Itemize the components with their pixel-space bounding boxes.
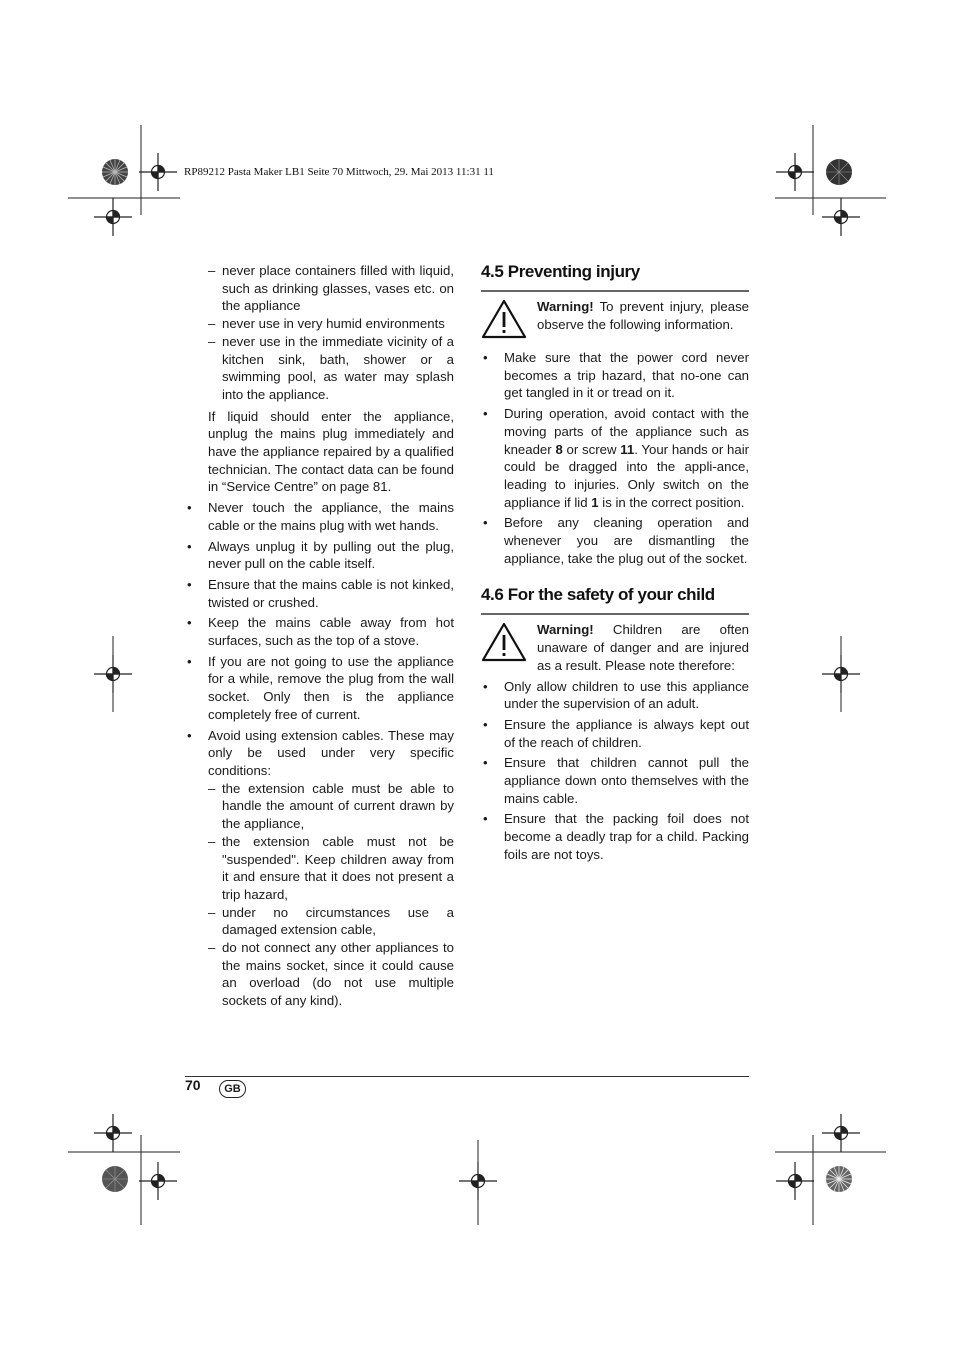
list-item: – never use in the immediate vicinity of a kitchen sink, bath, shower or a swimming pool, as water may splash into the appliance. <box>208 333 454 404</box>
warning-text: To prevent injury, please observe the following information. <box>537 299 749 332</box>
part-number: 1 <box>591 494 599 510</box>
liquid-paragraph: If liquid should enter the appliance, unplug the mains plug immediately and have the appliance repaired by a qualified technician. The contact data can be found in “Service Centre” on page 81. <box>208 408 454 495</box>
list-item <box>481 405 749 511</box>
list-item: • Always unplug it by pulling out the plug, never pull on the cable itself. <box>185 538 454 573</box>
list-item: – under no circumstances use a damaged extension cable, <box>208 904 454 939</box>
list-item: – do not connect any other appliances to the mains socket, since it could cause an overload (do not use multiple sockets of any kind). <box>208 939 454 1010</box>
list-item: – never use in very humid environments <box>208 315 454 333</box>
warning-box <box>481 621 749 674</box>
print-slug-line: RP89212 Pasta Maker LB1 Seite 70 Mittwoch, 29. Mai 2013 11:31 11 <box>184 166 494 178</box>
section-heading-preventing-injury: 4.5 Preventing injury <box>481 262 749 292</box>
country-badge: GB <box>219 1080 246 1098</box>
warning-triangle-icon <box>481 298 527 340</box>
part-number: 11 <box>620 441 635 457</box>
list-item: • Never touch the appliance, the mains cable or the mains plug with wet hands. <box>185 499 454 534</box>
warning-triangle-icon <box>481 621 527 663</box>
text-segment: During operation, avoid contact with the moving parts of the appliance such as kneader <box>504 406 749 457</box>
section-heading-child-safety: 4.6 For the safety of your child <box>481 585 749 615</box>
list-item: • Ensure that children cannot pull the appliance down onto themselves with the mains cable. <box>481 754 749 807</box>
list-item: • Only allow children to use this appliance under the supervision of an adult. <box>481 678 749 713</box>
warning-box <box>481 298 749 346</box>
list-item: – never place containers filled with liquid, such as drinking glasses, vases etc. on the appliance <box>208 262 454 315</box>
list-item: • Keep the mains cable away from hot surfaces, such as the top of a stove. <box>185 614 454 649</box>
left-column <box>185 262 454 1010</box>
text-segment: . Your hands or hair could be dragged into the appli-ance, leading to injuries. Only switch on the appliance if lid <box>504 441 750 510</box>
part-number: 8 <box>555 441 563 457</box>
list-item: • If you are not going to use the appliance for a while, remove the plug from the wall socket. Only then is the appliance completely free of current. <box>185 653 454 724</box>
list-item: • Ensure the appliance is always kept out of the reach of children. <box>481 716 749 751</box>
list-item: – the extension cable must be able to handle the amount of current drawn by the appliance, <box>208 780 454 833</box>
list-item: • Make sure that the power cord never becomes a trip hazard, that no-one can get tangled in it or tread on it. <box>481 349 749 402</box>
warning-label: Warning! <box>537 299 594 314</box>
list-item: • Before any cleaning operation and whenever you are dismantling the appliance, take the plug out of the socket. <box>481 514 749 567</box>
warning-label: Warning! <box>537 622 594 638</box>
list-item: • Ensure that the mains cable is not kinked, twisted or crushed. <box>185 576 454 611</box>
list-item: • Ensure that the packing foil does not become a deadly trap for a child. Packing foils are not toys. <box>481 810 749 863</box>
list-item: • Avoid using extension cables. These may only be used under very specific conditions: <box>185 727 454 780</box>
list-item: – the extension cable must not be "suspended". Keep children away from it and ensure that it does not present a trip hazard, <box>208 833 454 904</box>
warning-text: Children are often unaware of danger and are injured as a result. Please note therefore: <box>537 622 749 673</box>
page-number: 70 <box>185 1077 201 1093</box>
text-segment: is in the correct position. <box>598 494 745 510</box>
footer-divider <box>185 1076 749 1077</box>
right-column <box>481 262 749 864</box>
text-segment: or screw <box>562 441 621 457</box>
